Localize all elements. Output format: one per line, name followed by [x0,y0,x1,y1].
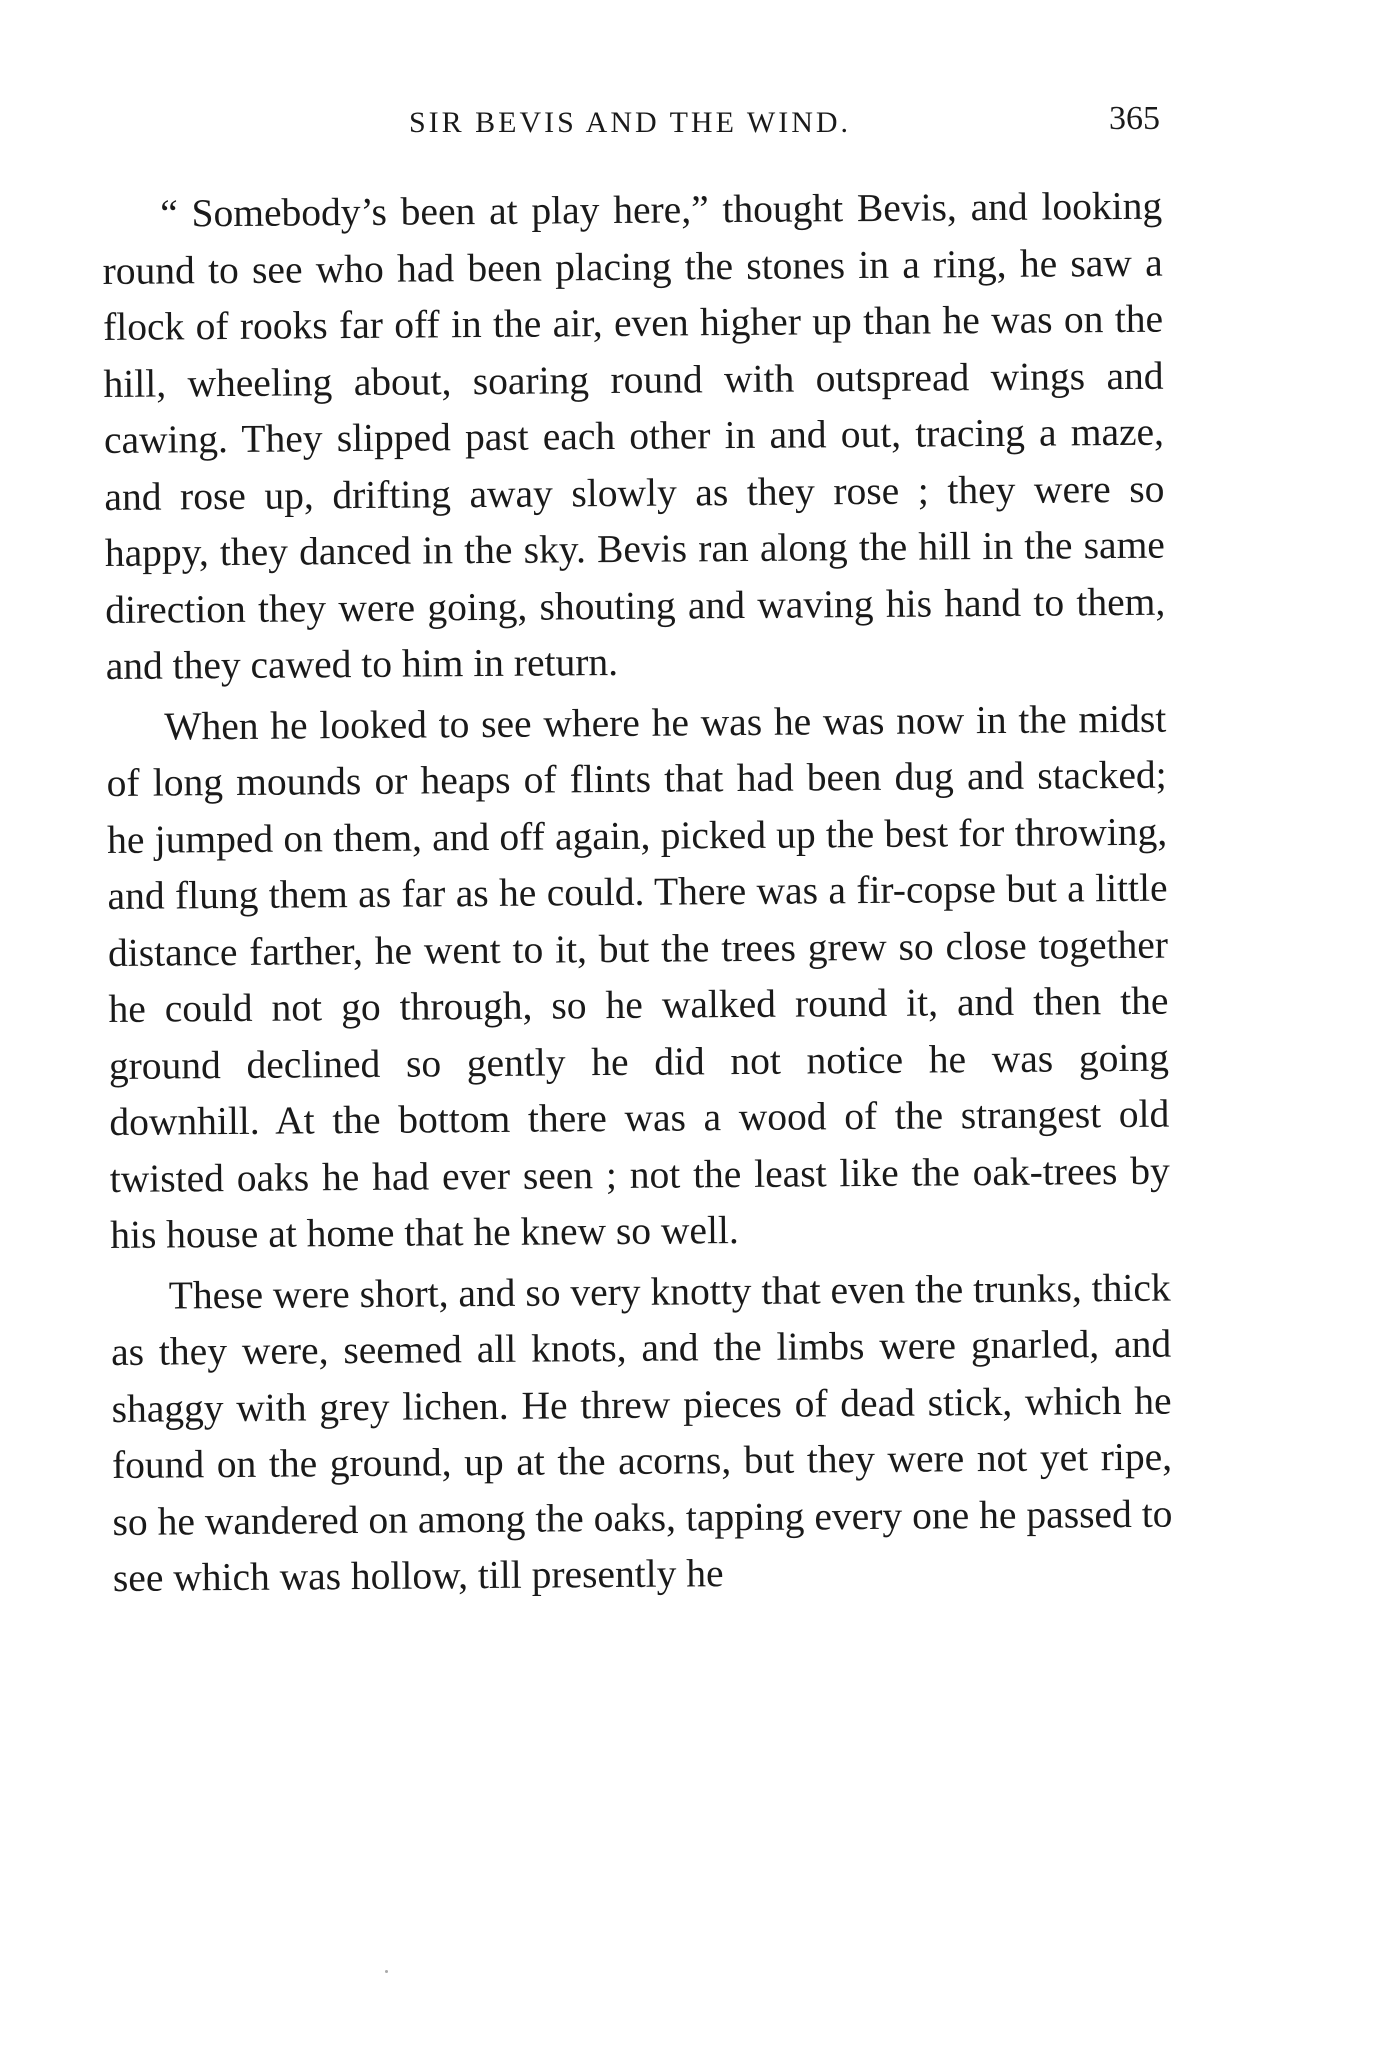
page-number: 365 [1109,100,1160,137]
paragraph-2: When he looked to see where he was he was now in the midst of long mounds or heaps of flints that had been dug and stacked; he jumped on them, and off again, picked up the best for throwing, and flung them as far as he could. There was a fir-copse but a little distance farther, he went to it, but the trees grew so close together he could not go through, so he walked round it, and then the ground declined so gently he did not notice he was going downhill. At the bottom there was a wood of the strangest old twisted oaks he had ever seen ; not the least like the oak-trees by his house at home that he knew so well. [106,696,1170,1257]
paragraph-3: These were short, and so very knotty that even the trunks, thick as they were, seemed all knots, and the limbs were gnarled, and shaggy with grey lichen. He threw pieces of dead stick, which he found on the ground, up at the acorns, but they were not yet ripe, so he wandered on among the oaks, tapping every one he passed to see which was hollow, till presently he [110,1265,1173,1600]
running-head [100,100,1160,160]
body-text [102,178,1173,1611]
paper-speck [385,1970,388,1973]
paragraph-1: “ Somebody’s been at play here,” thought Bevis, and looking round to see who had been placing the stones in a ring, he saw a flock of rooks far off in the air, even higher up than he was on the hill, wheeling about, soaring round with outspread wings and cawing. They slipped past each other in and out, tracing a maze, and rose up, drifting away slowly as they rose ; they were so happy, they danced in the sky. Bevis ran along the hill in the same direction they were going, shouting and waving his hand to them, and they cawed to him in return. [102,183,1166,688]
chapter-title: SIR BEVIS AND THE WIND. [408,106,852,139]
